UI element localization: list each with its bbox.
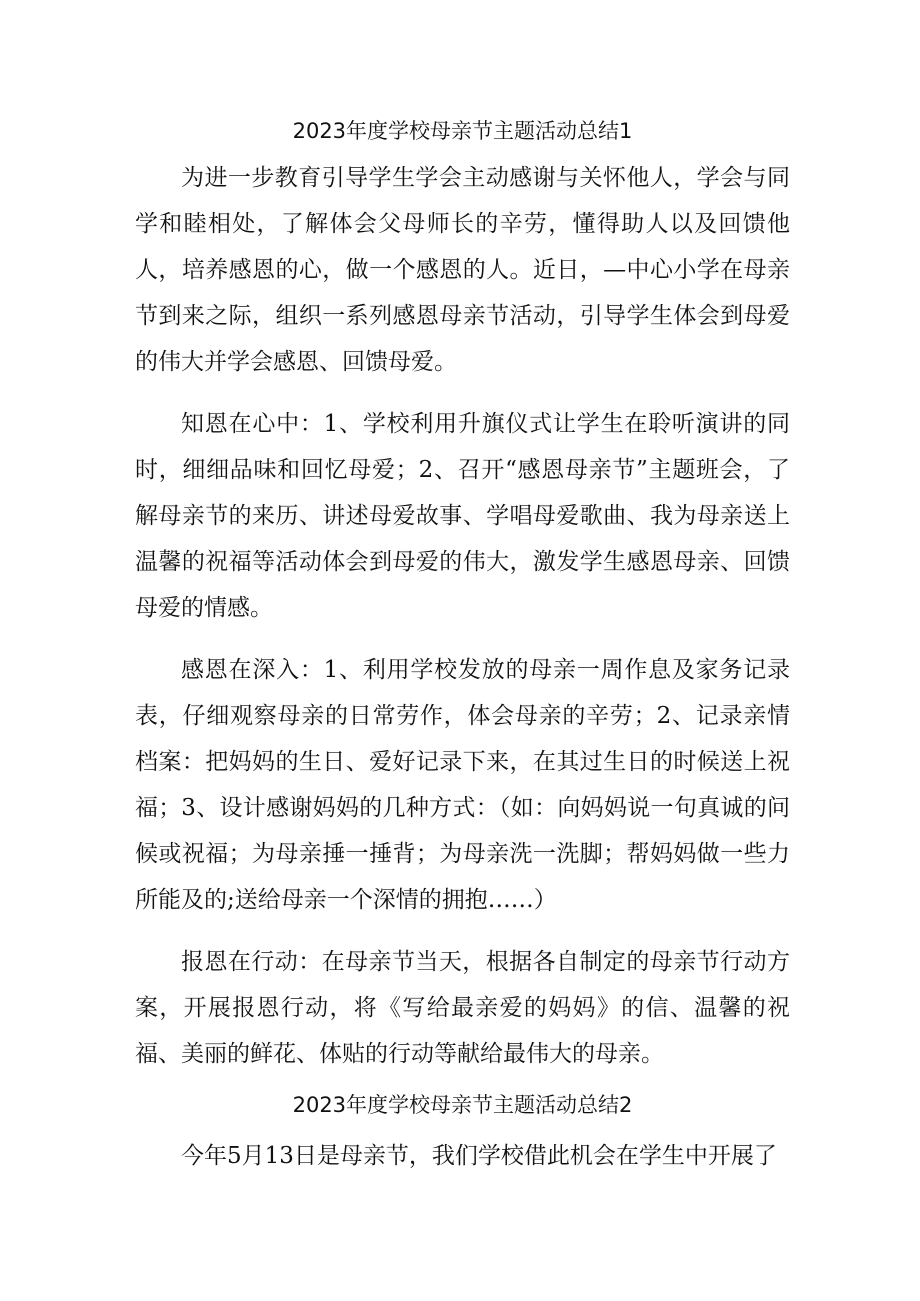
section-1-paragraph-4: 报恩在行动：在母亲节当天，根据各自制定的母亲节行动方案，开展报恩行动，将《写给最亲爱的妈妈》的信、温馨的祝福、美丽的鲜花、体贴的行动等献给最伟大的母亲。 bbox=[135, 949, 790, 1067]
section-2-paragraph-1: 今年5月13日是母亲节，我们学校借此机会在学生中开展了 bbox=[181, 1143, 777, 1169]
section-1-paragraph-3: 感恩在深入：1、利用学校发放的母亲一周作息及家务记录表，仔细观察母亲的日常劳作，体会母亲的辛劳；2、记录亲情档案：把妈妈的生日、爱好记录下来，在其过生日的时候送上祝福；3、设计感谢妈妈的几种方式：（如：向妈妈说一句真诚的问候或祝福；为母亲捶一捶背；为母亲洗一洗脚；帮妈妈做一些力所能及的;送给母亲一个深情的拥抱……） bbox=[135, 657, 790, 913]
section-1-paragraph-2: 知恩在心中：1、学校利用升旗仪式让学生在聆听演讲的同时，细细品味和回忆母爱；2、召开“感恩母亲节”主题班会，了解母亲节的来历、讲述母爱故事、学唱母爱歌曲、我为母亲送上温馨的祝福等活动体会到母爱的伟大，激发学生感恩母亲、回馈母爱的情感。 bbox=[135, 411, 790, 621]
section-1-title: 2023年度学校母亲节主题活动总结1 bbox=[292, 119, 633, 143]
section-1-paragraph-1: 为进一步教育引导学生学会主动感谢与关怀他人，学会与同学和睦相处，了解体会父母师长的辛劳，懂得助人以及回馈他人，培养感恩的心，做一个感恩的人。近日，—中心小学在母亲节到来之际，组织一系列感恩母亲节活动，引导学生体会到母爱的伟大并学会感恩、回馈母爱。 bbox=[135, 165, 790, 375]
document-body bbox=[135, 113, 790, 1179]
section-2-title: 2023年度学校母亲节主题活动总结2 bbox=[292, 1093, 633, 1117]
